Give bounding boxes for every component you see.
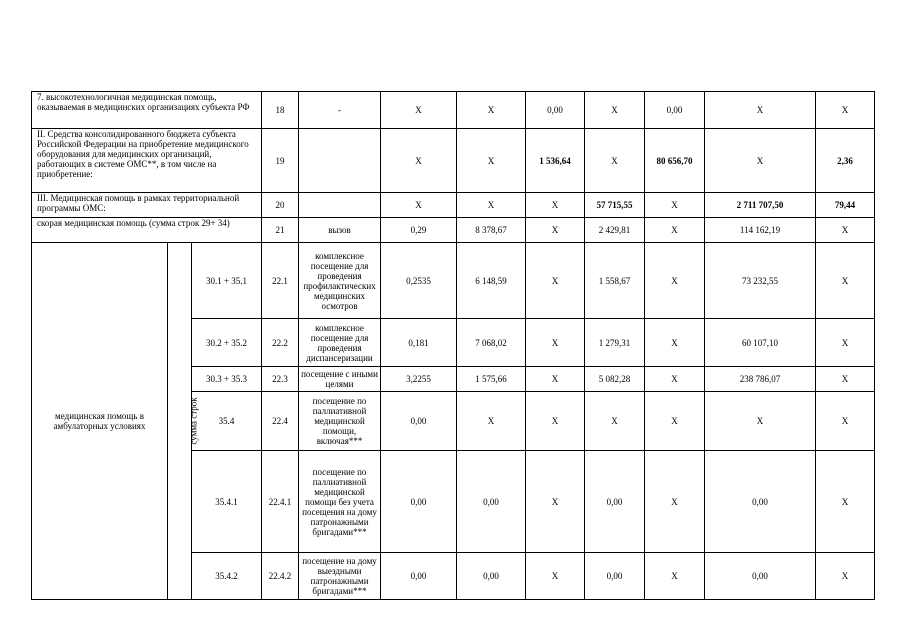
value-cell: X xyxy=(585,92,645,129)
value-cell: X xyxy=(457,92,526,129)
value-cell: 0,00 xyxy=(705,451,816,553)
value-cell: X xyxy=(645,553,705,600)
value-cell: 60 107,10 xyxy=(705,319,816,367)
value-cell: X xyxy=(816,319,875,367)
group-vertical-label xyxy=(168,243,199,600)
line-number: 21 xyxy=(262,218,299,243)
value-cell: X xyxy=(645,451,705,553)
value-cell: 2 429,81 xyxy=(585,218,645,243)
value-cell: X xyxy=(816,367,875,392)
unit-cell: посещение по паллиативной медицинской помощи без учета посещения на дому патронажными бригадами*** xyxy=(299,451,381,553)
value-cell: 0,00 xyxy=(457,553,526,600)
sum-cell: 35.4.1 xyxy=(192,451,262,553)
unit-cell: посещение по паллиативной медицинской помощи, включая*** xyxy=(299,392,381,451)
line-number: 19 xyxy=(262,129,299,193)
value-cell: X xyxy=(526,553,585,600)
line-number: 20 xyxy=(262,193,299,218)
table-row xyxy=(32,129,875,193)
value-cell: 1 575,66 xyxy=(457,367,526,392)
value-cell: X xyxy=(816,553,875,600)
value-cell: X xyxy=(645,319,705,367)
value-cell: 0,00 xyxy=(381,553,457,600)
value-cell: X xyxy=(381,193,457,218)
value-cell: 0,00 xyxy=(526,92,585,129)
table-row xyxy=(32,92,875,129)
value-cell: X xyxy=(381,92,457,129)
value-cell: X xyxy=(526,451,585,553)
value-cell: 57 715,55 xyxy=(585,193,645,218)
sum-cell: 30.1 + 35.1 xyxy=(192,243,262,319)
table-row xyxy=(32,218,875,243)
line-number: 22.1 xyxy=(262,243,299,319)
table-row xyxy=(32,243,875,319)
value-cell: X xyxy=(526,218,585,243)
value-cell: 2,36 xyxy=(816,129,875,193)
unit-cell: комплексное посещение для проведения диспансеризации xyxy=(299,319,381,367)
value-cell: 1 279,31 xyxy=(585,319,645,367)
value-cell: X xyxy=(457,392,526,451)
value-cell: 73 232,55 xyxy=(705,243,816,319)
line-number: 18 xyxy=(262,92,299,129)
value-cell: 0,29 xyxy=(381,218,457,243)
value-cell: 2 711 707,50 xyxy=(705,193,816,218)
unit-cell: посещение с иными целями xyxy=(299,367,381,392)
value-cell: 0,00 xyxy=(585,451,645,553)
unit-cell: комплексное посещение для проведения профилактических медицинских осмотров xyxy=(299,243,381,319)
value-cell: 0,00 xyxy=(585,553,645,600)
unit-cell: вызов xyxy=(299,218,381,243)
value-cell: X xyxy=(705,129,816,193)
value-cell: X xyxy=(645,218,705,243)
unit-cell: - xyxy=(299,92,381,129)
value-cell: 0,00 xyxy=(381,451,457,553)
value-cell: 0,00 xyxy=(705,553,816,600)
sum-cell: 30.3 + 35.3 xyxy=(192,367,262,392)
value-cell: X xyxy=(645,392,705,451)
value-cell: X xyxy=(585,129,645,193)
sum-cell: 30.2 + 35.2 xyxy=(192,319,262,367)
line-number: 22.3 xyxy=(262,367,299,392)
value-cell: X xyxy=(526,319,585,367)
value-cell: X xyxy=(457,129,526,193)
value-cell: X xyxy=(457,193,526,218)
value-cell: X xyxy=(816,243,875,319)
value-cell: X xyxy=(526,243,585,319)
value-cell: 8 378,67 xyxy=(457,218,526,243)
value-cell: X xyxy=(705,392,816,451)
value-cell: X xyxy=(816,451,875,553)
value-cell: X xyxy=(705,92,816,129)
row-name: 7. высокотехнологичная медицинская помощь, оказываемая в медицинских организациях субъекта РФ xyxy=(32,92,262,129)
row-name: II. Средства консолидированного бюджета субъекта Российской Федерации на приобретение медицинского оборудования для медицинских организаций, работающих в системе ОМС**, в том числе на приобретение: xyxy=(32,129,262,193)
value-cell: X xyxy=(645,367,705,392)
value-cell: 1 536,64 xyxy=(526,129,585,193)
value-cell: 7 068,02 xyxy=(457,319,526,367)
value-cell: 114 162,19 xyxy=(705,218,816,243)
line-number: 22.2 xyxy=(262,319,299,367)
value-cell: 6 148,59 xyxy=(457,243,526,319)
row-name: скорая медицинская помощь (сумма строк 29+ 34) xyxy=(32,218,262,243)
sum-cell: 35.4.2 xyxy=(192,553,262,600)
value-cell: X xyxy=(526,392,585,451)
value-cell: 238 786,07 xyxy=(705,367,816,392)
unit-cell xyxy=(299,129,381,193)
value-cell: 1 558,67 xyxy=(585,243,645,319)
data-table xyxy=(31,91,875,600)
value-cell: X xyxy=(381,129,457,193)
value-cell: X xyxy=(585,392,645,451)
value-cell: 0,00 xyxy=(645,92,705,129)
value-cell: 3,2255 xyxy=(381,367,457,392)
value-cell: 0,181 xyxy=(381,319,457,367)
line-number: 22.4.1 xyxy=(262,451,299,553)
value-cell: 79,44 xyxy=(816,193,875,218)
value-cell: 80 656,70 xyxy=(645,129,705,193)
vertical-text: сумма строк xyxy=(188,397,199,445)
unit-cell xyxy=(299,193,381,218)
table-row xyxy=(32,193,875,218)
value-cell: X xyxy=(816,218,875,243)
value-cell: 0,00 xyxy=(457,451,526,553)
value-cell: X xyxy=(816,92,875,129)
value-cell: X xyxy=(645,193,705,218)
value-cell: X xyxy=(526,193,585,218)
group-label: медицинская помощь в амбулаторных условиях xyxy=(32,243,168,600)
value-cell: X xyxy=(645,243,705,319)
value-cell: X xyxy=(816,392,875,451)
sum-cell: 35.4 xyxy=(192,392,262,451)
value-cell: 0,2535 xyxy=(381,243,457,319)
value-cell: 0,00 xyxy=(381,392,457,451)
value-cell: 5 082,28 xyxy=(585,367,645,392)
line-number: 22.4 xyxy=(262,392,299,451)
row-name: III. Медицинская помощь в рамках территориальной программы ОМС: xyxy=(32,193,262,218)
line-number: 22.4.2 xyxy=(262,553,299,600)
unit-cell: посещение на дому выездными патронажными бригадами*** xyxy=(299,553,381,600)
value-cell: X xyxy=(526,367,585,392)
